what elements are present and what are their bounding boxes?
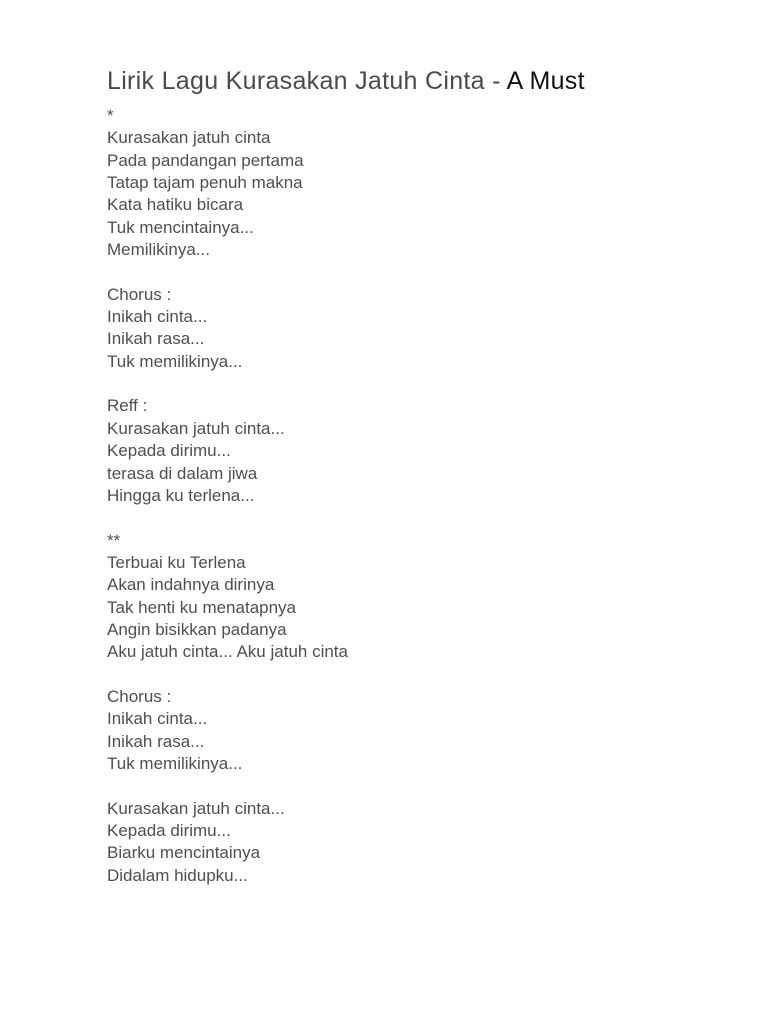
lyric-line: Hingga ku terlena... (107, 485, 255, 505)
lyric-line: Terbuai ku Terlena (107, 552, 246, 572)
blank-line (107, 261, 348, 283)
lyric-line: Tuk mencintainya... (107, 217, 254, 237)
blank-line (107, 507, 348, 529)
lyric-line: Pada pandangan pertama (107, 150, 304, 170)
lyric-line: Tatap tajam penuh makna (107, 173, 303, 193)
lyric-line: Chorus : (107, 686, 172, 706)
lyric-line: Reff : (107, 396, 148, 416)
lyric-line: Kepada dirimu... (107, 441, 231, 461)
lyric-line: Inikah cinta... (107, 709, 208, 729)
lyric-line: Inikah rasa... (107, 731, 205, 751)
blank-line (107, 775, 348, 797)
lyric-line: Angin bisikkan padanya (107, 619, 287, 639)
lyric-line: terasa di dalam jiwa (107, 463, 258, 483)
lyric-line: Akan indahnya dirinya (107, 575, 275, 595)
lyric-line: Didalam hidupku... (107, 865, 248, 885)
blank-line (107, 664, 348, 686)
title-emphasis-text: A Must (506, 67, 585, 95)
lyric-line: Kurasakan jatuh cinta (107, 128, 271, 148)
lyric-line: ** (107, 530, 121, 550)
lyric-line: Tuk memilikinya... (107, 351, 243, 371)
lyric-line: Kurasakan jatuh cinta... (107, 798, 285, 818)
lyric-line: Kata hatiku bicara (107, 195, 244, 215)
title-main-text: Lirik Lagu Kurasakan Jatuh Cinta - (107, 67, 507, 95)
lyric-line: Inikah rasa... (107, 329, 205, 349)
lyric-line: * (107, 106, 114, 125)
lyrics-body (107, 105, 348, 887)
lyric-line: Tak henti ku menatapnya (107, 597, 297, 617)
lyric-line: Kurasakan jatuh cinta... (107, 418, 285, 438)
blank-line (107, 373, 348, 395)
lyric-line: Biarku mencintainya (107, 843, 261, 863)
lyric-line: Tuk memilikinya... (107, 753, 243, 773)
lyric-line: Memilikinya... (107, 240, 210, 260)
lyric-line: Chorus : (107, 284, 172, 304)
page-title (107, 64, 585, 98)
lyric-line: Inikah cinta... (107, 307, 208, 327)
lyric-line: Aku jatuh cinta... Aku jatuh cinta (107, 642, 348, 662)
lyric-line: Kepada dirimu... (107, 821, 231, 840)
